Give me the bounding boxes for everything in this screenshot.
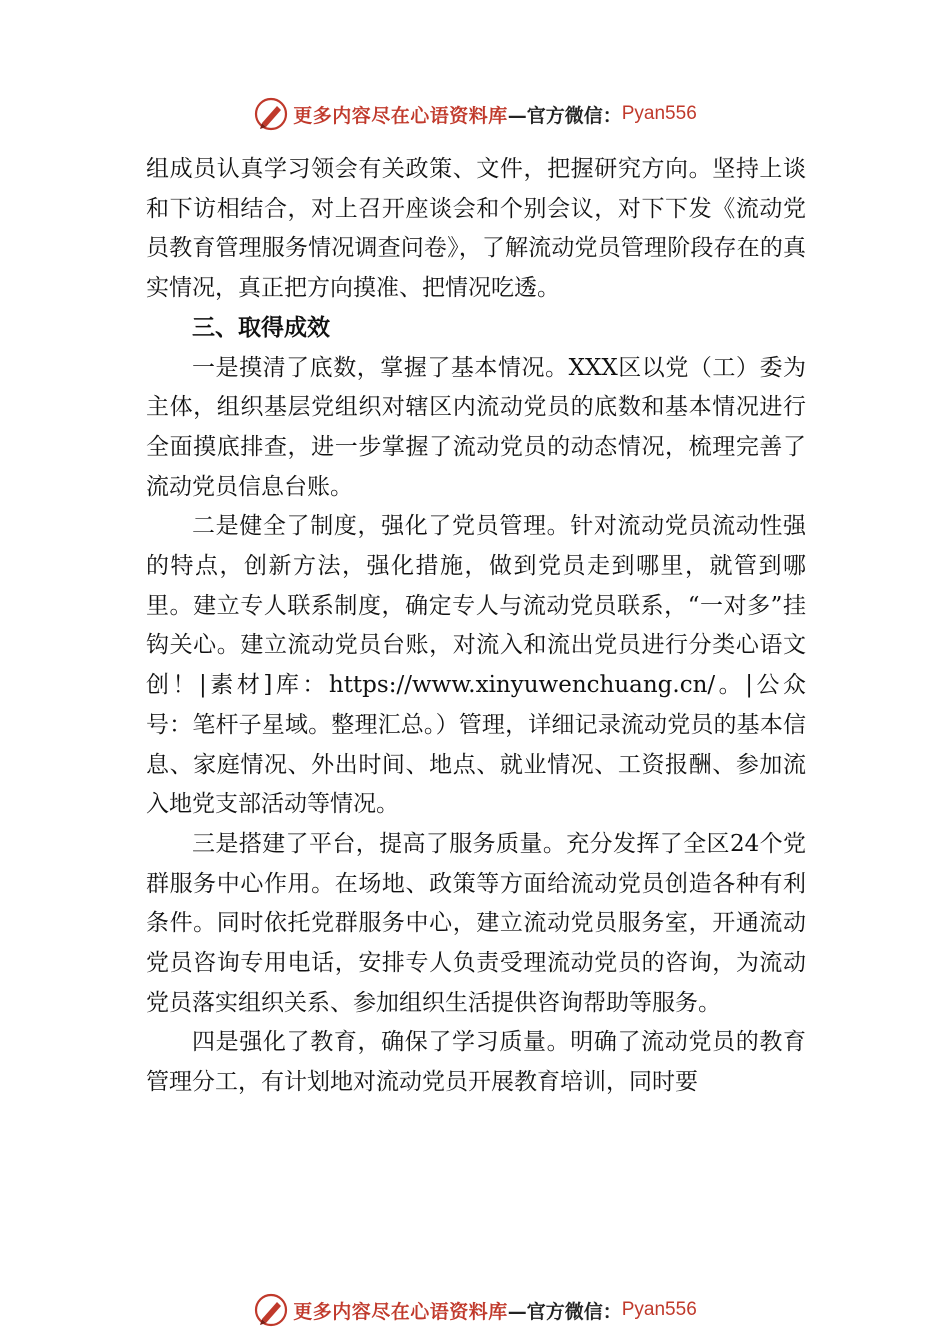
banner-sub-text: —官方微信： <box>507 1300 622 1323</box>
pen-logo-icon <box>253 1292 289 1328</box>
section-heading: 三、取得成效 <box>192 314 330 341</box>
document-body <box>146 150 806 1103</box>
header-banner <box>0 94 950 134</box>
paragraph-2: 二是健全了制度，强化了党员管理。针对流动党员流动性强的特点，创新方法，强化措施，做到党员走到哪里，就管到哪里。建立专人联系制度，确定专人与流动党员联系，“一对多”挂钩关心。建立流动党员台账，对流入和流出党员进行分类心语文创！|素材]库：https://www.xinyuwenchuang.cn/。|公众号：笔杆子星域。整理汇总。）管理，详细记录流动党员的基本信息、家庭情况、外出时间、地点、就业情况、工资报酬、参加流入地党支部活动等情况。 <box>146 513 806 818</box>
paragraph-3: 三是搭建了平台，提高了服务质量。充分发挥了全区24个党群服务中心作用。在场地、政策等方面给流动党员创造各种有利条件。同时依托党群服务中心，建立流动党员服务室，开通流动党员咨询专用电话，安排专人负责受理流动党员的咨询，为流动党员落实组织关系、参加组织生活提供咨询帮助等服务。 <box>146 830 806 1016</box>
paragraph-1: 一是摸清了底数，掌握了基本情况。XXX区以党（工）委为主体，组织基层党组织对辖区内流动党员的底数和基本情况进行全面摸底排查，进一步掌握了流动党员的动态情况，梳理完善了流动党员信息台账。 <box>146 354 806 500</box>
intro-paragraph: 组成员认真学习领会有关政策、文件，把握研究方向。坚持上谈和下访相结合，对上召开座谈会和个别会议，对下下发《流动党员教育管理服务情况调查问卷》，了解流动党员管理阶段存在的真实情况，真正把方向摸准、把情况吃透。 <box>146 156 806 302</box>
banner-main-text: 更多内容尽在心语资料库 <box>293 1300 508 1323</box>
paragraph-4: 四是强化了教育，确保了学习质量。明确了流动党员的教育管理分工，有计划地对流动党员开展教育培训，同时要 <box>146 1029 806 1096</box>
pen-logo-icon <box>253 96 289 132</box>
banner-wechat-id: Pyan556 <box>621 1299 697 1320</box>
footer-banner <box>0 1290 950 1330</box>
banner-wechat-id: Pyan556 <box>621 103 697 124</box>
banner-main-text: 更多内容尽在心语资料库 <box>293 104 508 127</box>
banner-sub-text: —官方微信： <box>507 104 622 127</box>
